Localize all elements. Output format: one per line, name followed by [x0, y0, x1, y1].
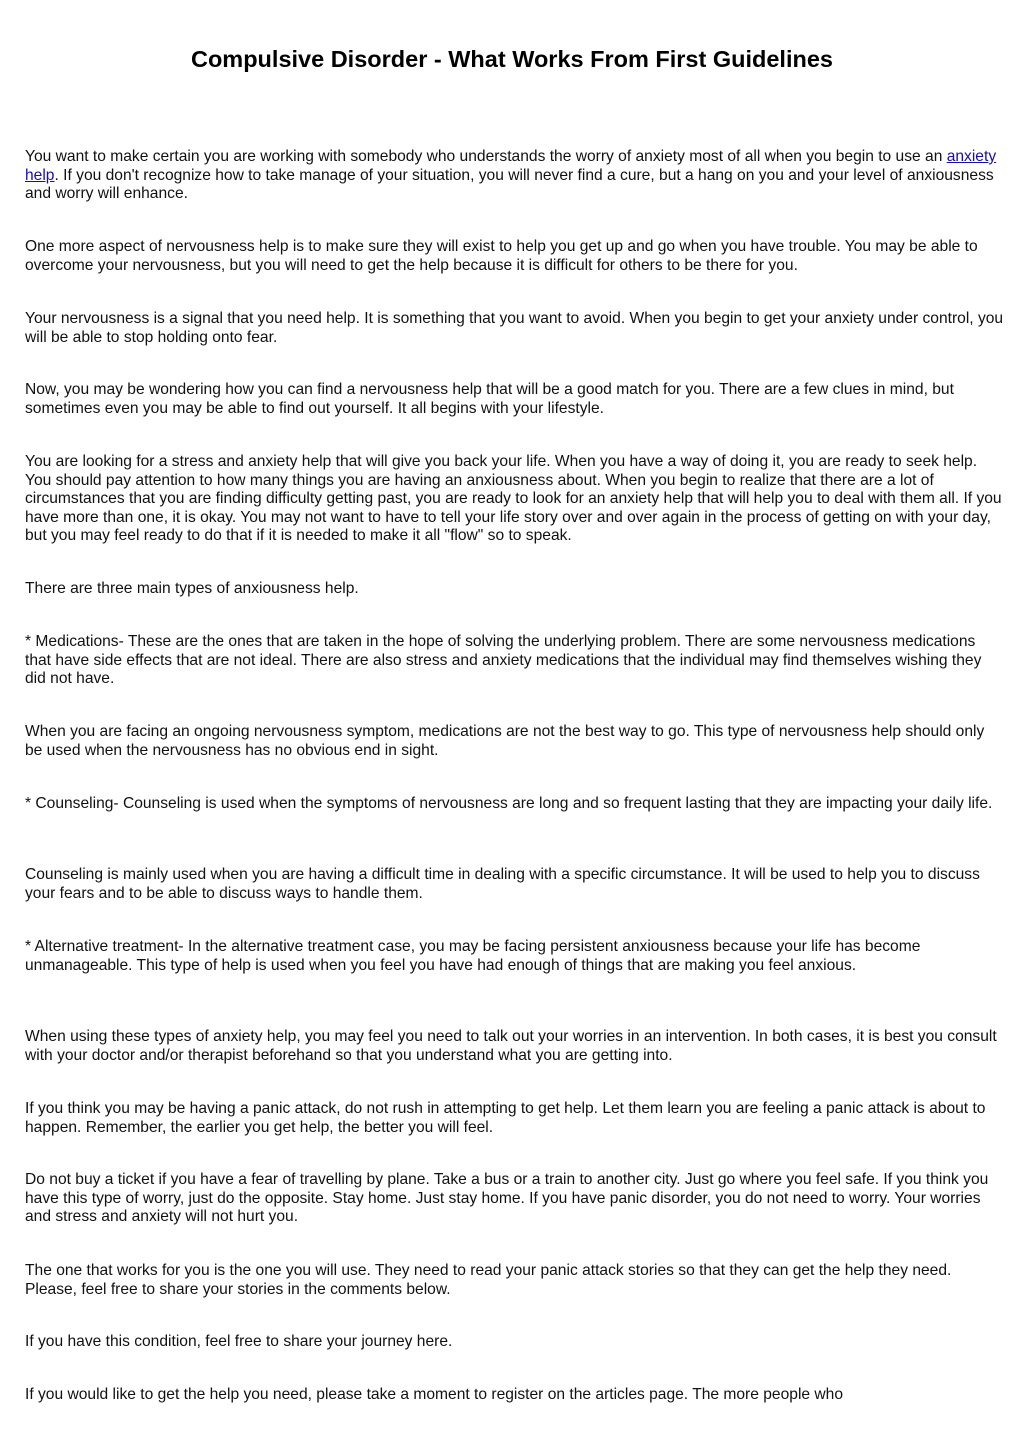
- paragraph: Your nervousness is a signal that you need help. It is something that you want to avoid. When you begin to get your anxiety under control, you will be able to stop holding onto fear.: [25, 310, 1004, 346]
- paragraph: There are three main types of anxiousness help.: [25, 580, 359, 597]
- paragraph: Counseling is mainly used when you are having a difficult time in dealing with a specific circumstance. It will be used to help you to discuss your fears and to be able to discuss ways to handle them.: [25, 866, 980, 902]
- paragraph: The one that works for you is the one you will use. They need to read your panic attack stories so that they can get the help they need. Please, feel free to share your stories in the comments below.: [25, 1262, 952, 1298]
- paragraph: Now, you may be wondering how you can find a nervousness help that will be a good match for you. There are a few clues in mind, but sometimes even you may be able to find out yourself. It all begins with your lifestyle.: [25, 381, 954, 417]
- paragraph-intro: [25, 148, 1005, 204]
- paragraph: Do not buy a ticket if you have a fear of travelling by plane. Take a bus or a train to another city. Just go where you feel safe. If you think you have this type of worry, just do the opposite. Stay home. Just stay home. If you have panic disorder, you do not need to worry. Your worries and stress and anxiety will not hurt you.: [25, 1171, 989, 1225]
- paragraph: One more aspect of nervousness help is to make sure they will exist to help you get up and go when you have trouble. You may be able to overcome your nervousness, but you will need to get the help because it is difficult for others to be there for you.: [25, 238, 978, 274]
- paragraph: When you are facing an ongoing nervousness symptom, medications are not the best way to go. This type of nervousness help should only be used when the nervousness has no obvious end in sight.: [25, 723, 985, 759]
- paragraph: When using these types of anxiety help, you may feel you need to talk out your worries in an intervention. In both cases, it is best you consult with your doctor and/or therapist beforehand so that you understand what you are getting into.: [25, 1028, 997, 1064]
- paragraph: * Counseling- Counseling is used when the symptoms of nervousness are long and so frequent lasting that they are impacting your daily life.: [25, 795, 993, 812]
- intro-text-before: You want to make certain you are working with somebody who understands the worry of anxiety most of all when you begin to use an: [25, 148, 947, 165]
- paragraph: * Medications- These are the ones that are taken in the hope of solving the underlying problem. There are some nervousness medications that have side effects that are not ideal. There are also stress and anxiety medications that the individual may find themselves wishing they did not have.: [25, 633, 982, 687]
- intro-text-after: . If you don't recognize how to take manage of your situation, you will never find a cure, but a hang on you and your level of anxiousness and worry will enhance.: [25, 166, 994, 202]
- paragraph: If you would like to get the help you need, please take a moment to register on the articles page. The more people who: [25, 1386, 844, 1403]
- paragraph: If you have this condition, feel free to share your journey here.: [25, 1333, 453, 1350]
- anxiety-help-link[interactable]: anxiety help: [25, 148, 997, 184]
- document-title: Compulsive Disorder - What Works From First Guidelines: [190, 46, 833, 72]
- paragraph: * Alternative treatment- In the alternative treatment case, you may be facing persistent anxiousness because your life has become unmanageable. This type of help is used when you feel you have had enough of things that are making you feel anxious.: [25, 938, 921, 974]
- paragraph: If you think you may be having a panic attack, do not rush in attempting to get help. Let them learn you are feeling a panic attack is about to happen. Remember, the earlier you get help, the better you will feel.: [25, 1100, 986, 1136]
- paragraph: You are looking for a stress and anxiety help that will give you back your life. When you have a way of doing it, you are ready to seek help. You should pay attention to how many things you are having an anxiousness about. When you begin to realize that there are a lot of circumstances that you are finding difficulty getting past, you are ready to look for an anxiety help that will help you to deal with them all. If you have more than one, it is okay. You may not want to have to tell your life story over and over again in the process of getting on with your day, but you may feel ready to do that if it is needed to make it all "flow" so to speak.: [25, 453, 1002, 544]
